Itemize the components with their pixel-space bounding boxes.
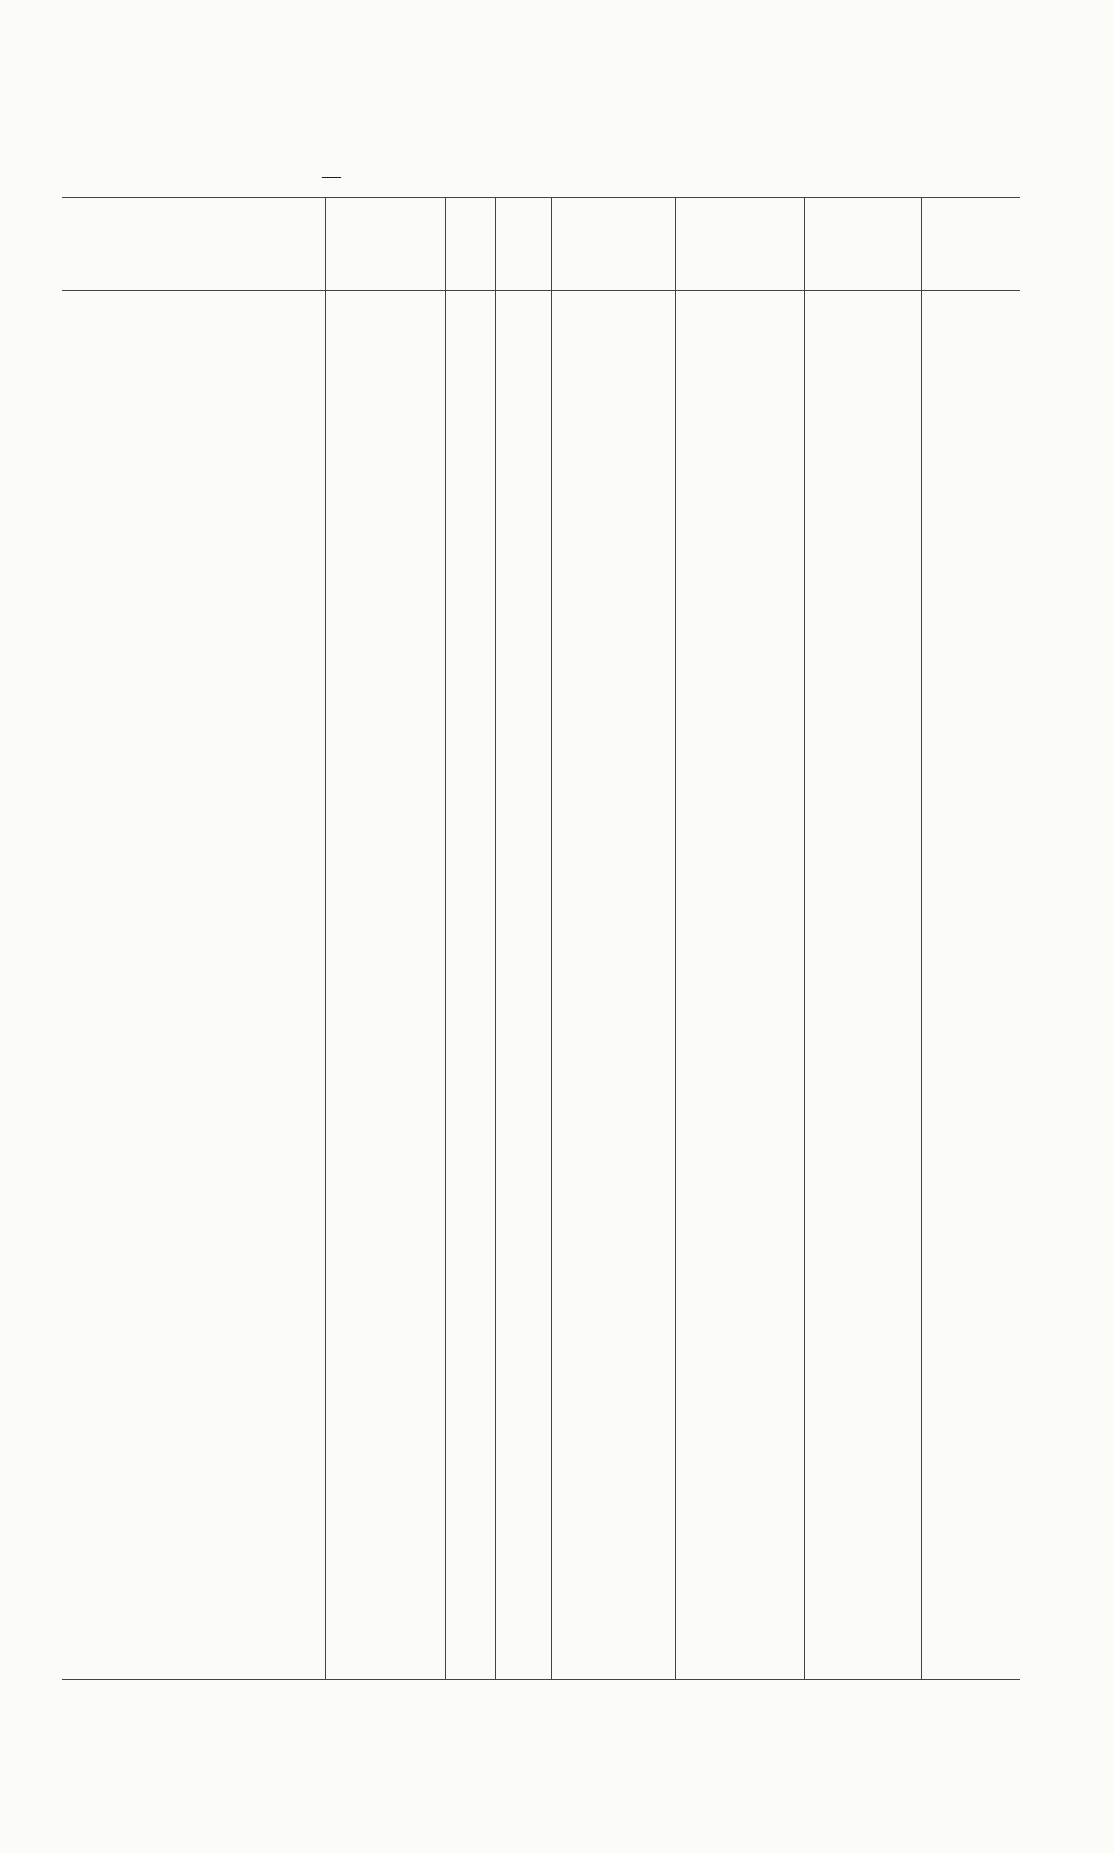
col-header-members: [498, 203, 548, 285]
table-caption: —: [322, 166, 342, 187]
table-row-lodge: [0, 357, 1114, 374]
table-row-title: [0, 306, 1114, 323]
col-header-year: [448, 203, 492, 285]
header-bottom-rule: [62, 290, 1020, 291]
table-row-lodge: [0, 425, 1114, 442]
table-bottom-rule: [62, 1679, 1020, 1680]
table-row-district: [0, 323, 1114, 340]
table-row-lodge: [0, 374, 1114, 391]
table-row-lodge: [0, 391, 1114, 408]
table-top-rule: [62, 197, 1020, 198]
table-row-lodge: [0, 408, 1114, 425]
table-row-units: [0, 340, 1114, 357]
